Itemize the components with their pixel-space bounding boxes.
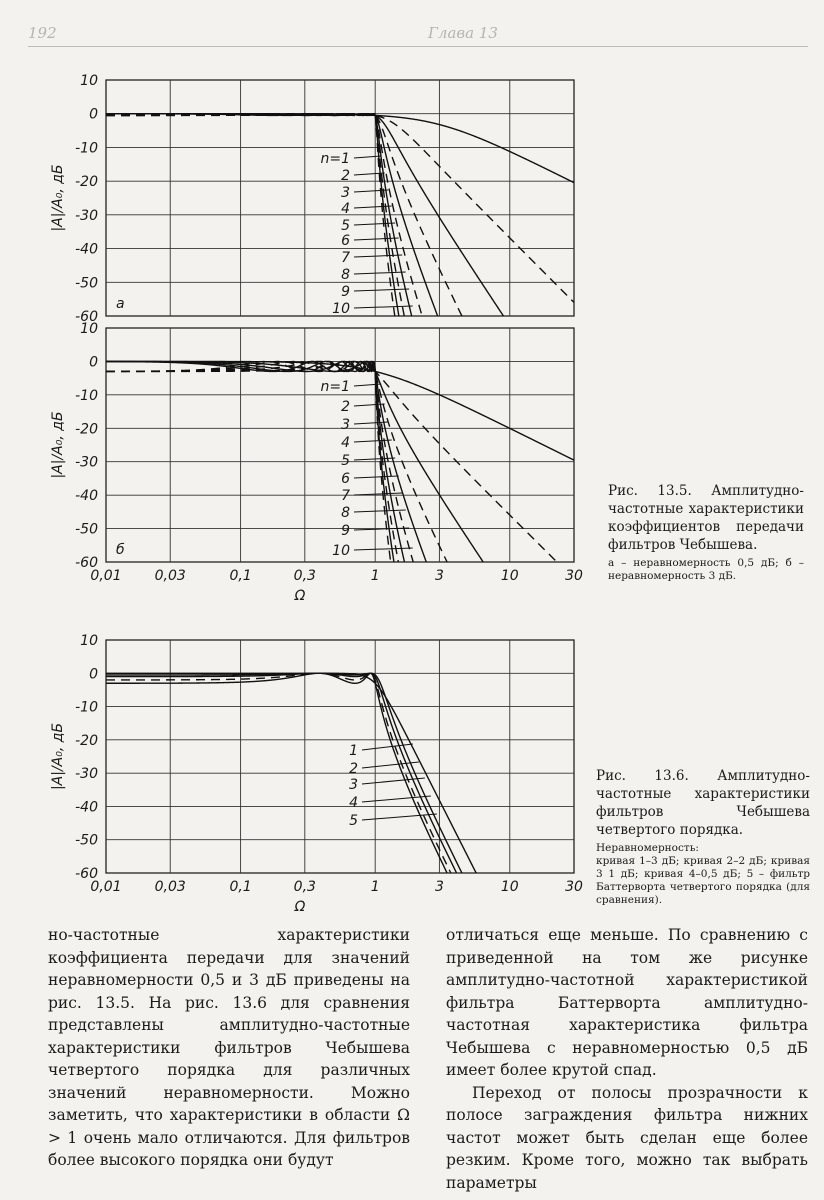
- fig-13-5b-curve-label: 10: [332, 543, 350, 559]
- fig-13-5b-curve-label: 5: [341, 453, 350, 469]
- fig-13-6-curve-label: 3: [349, 777, 358, 793]
- fig-13-6-y-tick-label: 0: [89, 666, 98, 683]
- fig-13-5b-leader-line: [354, 548, 413, 550]
- fig-13-6-y-axis-label: |A|/A₀, дБ: [50, 722, 66, 791]
- fig-13-6-x-tick-label: 0,1: [229, 879, 252, 895]
- fig-13-5b-curve-label: 4: [341, 435, 350, 451]
- fig-13-5a-y-axis-label: |A|/A₀, дБ: [50, 164, 66, 232]
- fig-13-5a-leader-line: [354, 255, 402, 257]
- fig-13-5b-x-axis-label: Ω: [294, 588, 306, 604]
- fig-13-6-leader-line: [362, 796, 431, 802]
- fig-13-6-x-tick-label: 0,03: [154, 879, 186, 895]
- fig-13-5b-leader-line: [354, 440, 392, 442]
- fig-13-5b-x-tick-label: 10: [500, 568, 519, 584]
- fig-13-6-y-tick-label: -10: [75, 699, 98, 716]
- fig-13-5b-y-tick-label: -40: [75, 488, 98, 505]
- fig-13-6-caption-title: Рис. 13.6. Амплитудно-частотные характеристики фильтров Чебышева четвертого порядка.: [596, 768, 810, 838]
- fig-13-6-x-tick-label: 0,3: [293, 879, 316, 895]
- curve-fig-13-5a-n2: [106, 114, 574, 303]
- fig-13-5b-curve-label: 2: [341, 399, 350, 415]
- fig-13-5a-panel-label: а: [116, 296, 125, 312]
- fig-13-5b-y-tick-label: -20: [75, 421, 98, 438]
- fig-13-6-y-tick-label: 10: [80, 633, 98, 649]
- fig-13-5a-group: [50, 80, 574, 367]
- fig-13-6-x-tick-label: 1: [370, 879, 380, 895]
- text-column-left: [48, 924, 410, 1172]
- fig-13-5a-y-tick-label: -50: [75, 275, 98, 292]
- fig-13-5a-leader-line: [354, 272, 406, 274]
- fig-13-5-caption-note: а – неравномерность 0,5 дБ; б – неравномерность 3 дБ.: [608, 557, 804, 582]
- fig-13-5a-curve-label: 10: [332, 301, 350, 317]
- fig-13-6-y-tick-label: -30: [75, 766, 98, 783]
- fig-13-6-y-tick-label: -20: [75, 732, 98, 749]
- fig-13-5-caption-title: Рис. 13.5. Амплитудно-частотные характеристики коэффициентов передачи фильтров Чебышева.: [608, 483, 804, 553]
- fig-13-6-curve-label: 2: [349, 761, 358, 777]
- fig-13-5b-curve-label: 6: [341, 471, 350, 487]
- fig-13-5b-curve-label: 8: [341, 505, 350, 521]
- fig-13-6-leader-line: [362, 778, 425, 784]
- fig-13-5b-y-tick-label: -10: [75, 387, 98, 404]
- fig-13-6-y-tick-label: -50: [75, 832, 98, 849]
- fig-13-5b-leader-line: [354, 458, 395, 460]
- fig-13-5a-curve-label: 5: [341, 218, 350, 234]
- fig-13-5b-y-axis-label: |A|/A₀, дБ: [50, 411, 66, 479]
- fig-13-5a-curve-label: 9: [341, 284, 350, 300]
- fig-13-5a-curve-label: 7: [341, 250, 350, 266]
- fig-13-5a-leader-line: [354, 306, 413, 308]
- fig-13-5b-y-tick-label: 0: [89, 354, 98, 371]
- fig-13-6-leader-line: [362, 762, 419, 768]
- curve-fig-13-5b-n1: [106, 361, 574, 460]
- fig-13-5a-curve-label: 8: [341, 267, 350, 283]
- fig-13-5a-y-tick-label: -10: [75, 140, 98, 157]
- fig-13-6-caption: [596, 767, 810, 907]
- fig-13-6-x-tick-label: 0,01: [90, 879, 122, 895]
- fig-13-5a-curve-label: n=1: [320, 151, 350, 167]
- fig-13-5b-x-tick-label: 30: [565, 568, 583, 584]
- paragraph: отличаться еще меньше. По сравнению с приведенной на том же рисунке амплитудно-частотной характеристикой фильтра Баттерворта амплитудно-частотная характеристика фильтра Чебышева с неравномерностью 0,5 дБ имеет более крутой спад.: [446, 926, 808, 1079]
- fig-13-6-x-tick-label: 10: [500, 879, 519, 895]
- fig-13-5b-curve-label: 3: [341, 417, 350, 433]
- fig-13-5b-x-tick-label: 0,01: [90, 568, 122, 584]
- fig-13-5b-x-tick-label: 0,1: [229, 568, 252, 584]
- fig-13-5b-x-tick-label: 1: [370, 568, 380, 584]
- fig-13-5b-panel-label: б: [116, 542, 125, 558]
- fig-13-5a-y-tick-label: -60: [75, 309, 98, 325]
- fig-13-5a-y-tick-label: -30: [75, 207, 98, 224]
- fig-13-5a-leader-line: [354, 223, 395, 225]
- paragraph: Переход от полосы прозрачности к полосе заграждения фильтра нижних частот может быть сделан еще более резким. Кроме того, можно так выбрать параметры: [446, 1083, 808, 1192]
- fig-13-5b-leader-line: [354, 476, 399, 478]
- fig-13-5b-curve-label: 7: [341, 488, 350, 504]
- fig-13-6-y-tick-label: -60: [75, 866, 98, 882]
- fig-13-5b-y-tick-label: -30: [75, 454, 98, 471]
- fig-13-5a-leader-line: [354, 156, 381, 158]
- page-number: 192: [28, 24, 57, 42]
- fig-13-6-x-axis-label: Ω: [294, 899, 306, 915]
- fig-13-6-note-heading: Неравномерность:: [596, 842, 699, 854]
- fig-13-6-curve-label: 5: [349, 813, 358, 829]
- fig-13-5b-y-tick-label: 10: [80, 321, 98, 337]
- fig-13-5b-x-tick-label: 0,03: [154, 568, 186, 584]
- text-column-right: [446, 924, 808, 1194]
- fig-13-5a-curve-label: 6: [341, 233, 350, 249]
- fig-13-5a-leader-line: [354, 289, 409, 291]
- fig-13-5b-y-tick-label: -60: [75, 555, 98, 571]
- fig-13-5a-y-tick-label: -20: [75, 174, 98, 191]
- fig-13-5a-curve-label: 3: [341, 185, 350, 201]
- fig-13-5a-y-tick-label: 0: [89, 106, 98, 123]
- fig-13-6-caption-note: кривая 1–3 дБ; кривая 2–2 дБ; кривая 3 1 дБ; кривая 4–0,5 дБ; 5 – фильтр Баттерворта четвертого порядка (для сравнения).: [596, 855, 810, 906]
- curve-fig-13-5a-n1: [106, 114, 574, 183]
- fig-13-5b-leader-line: [354, 510, 406, 512]
- fig-13-5b-leader-line: [354, 422, 388, 424]
- fig-13-5b-x-tick-label: 3: [434, 568, 444, 584]
- chapter-title: Глава 13: [428, 24, 498, 42]
- fig-13-5-caption: [608, 482, 804, 583]
- fig-13-5a-curve-label: 4: [341, 201, 350, 217]
- paragraph: но-частотные характеристики коэффициента передачи для значений неравномерности 0,5 и 3 дБ приведены на рис. 13.5. На рис. 13.6 для сравнения представлены амплитудно-частотные характеристики фильтров Чебышева четвертого порядка для различных значений неравномерности. Можно заметить, что характеристики в области Ω > 1 очень мало отличаются. Для фильтров более высокого порядка они будут: [48, 926, 410, 1169]
- fig-13-6-x-tick-label: 3: [434, 879, 444, 895]
- fig-13-6-x-tick-label: 30: [565, 879, 583, 895]
- fig-13-6-curve-label: 4: [349, 795, 358, 811]
- fig-13-5a-curve-label: 2: [341, 168, 350, 184]
- fig-13-5a-leader-line: [354, 238, 399, 240]
- fig-13-5b-x-tick-label: 0,3: [293, 568, 316, 584]
- fig-13-5a-y-tick-label: 10: [80, 73, 98, 89]
- fig-13-5b-y-tick-label: -50: [75, 521, 98, 538]
- fig-13-5b-curve-label: 9: [341, 523, 350, 539]
- fig-13-5a-y-tick-label: -40: [75, 241, 98, 258]
- fig-13-6-y-tick-label: -40: [75, 799, 98, 816]
- fig-13-6-curve-label: 1: [349, 743, 358, 759]
- fig-13-5b-curve-label: n=1: [320, 379, 350, 395]
